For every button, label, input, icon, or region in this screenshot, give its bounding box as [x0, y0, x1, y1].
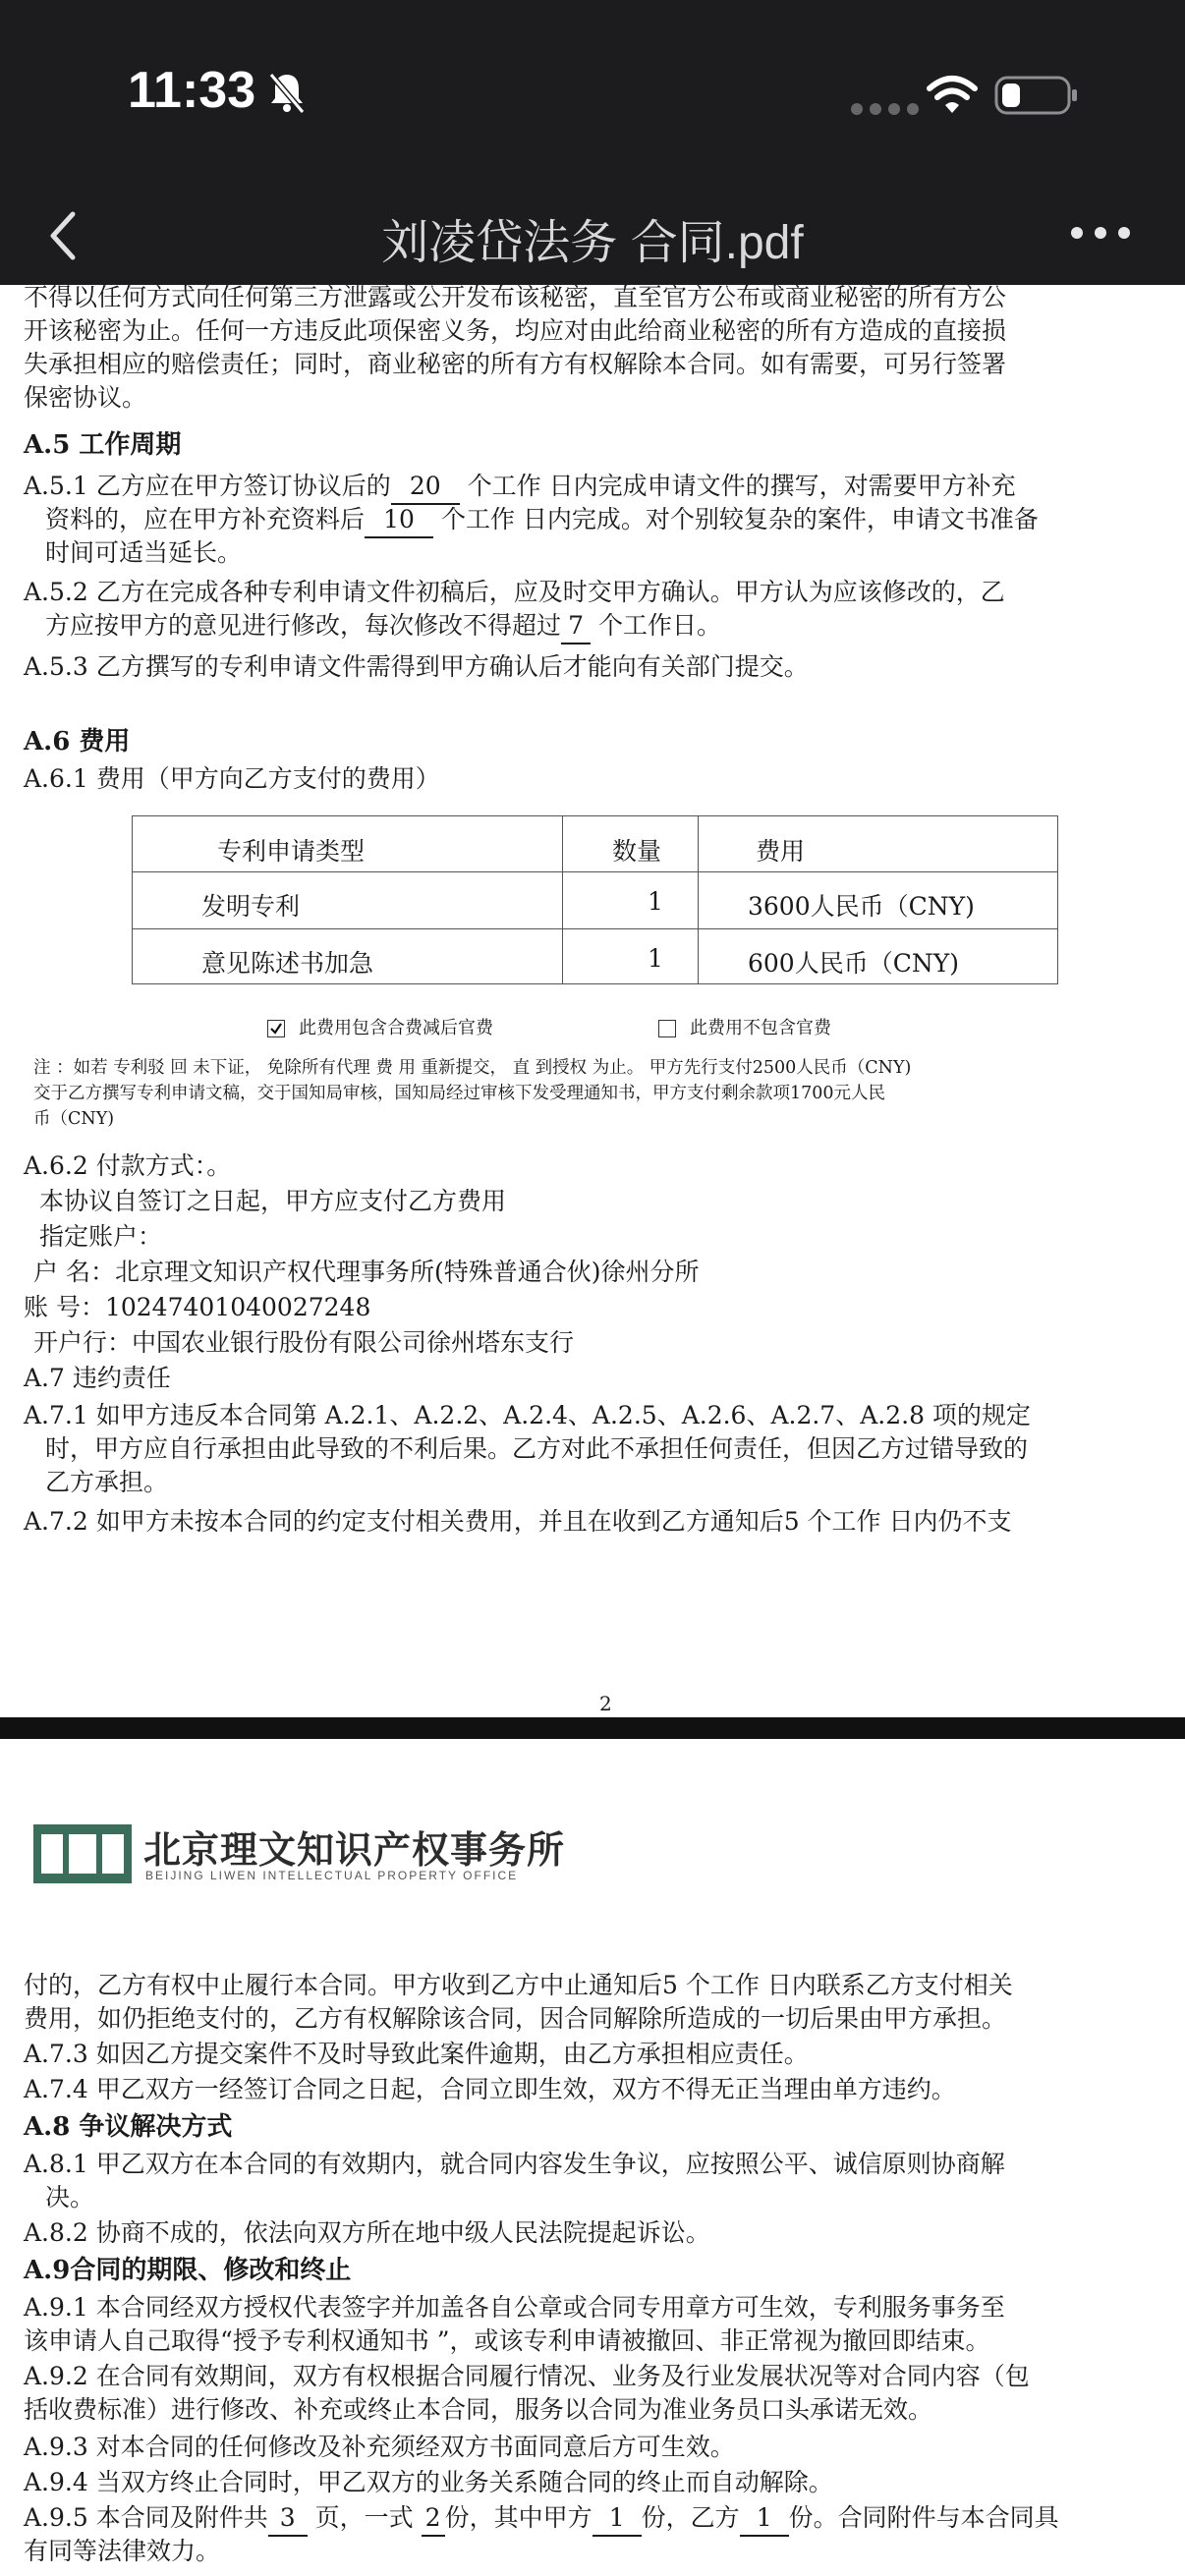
clause-a82: A.8.2 协商不成的，依法向双方所在地中级人民法院提起诉讼。 — [24, 2218, 710, 2247]
unchecked-checkbox-icon — [658, 1020, 676, 1037]
fee-excluded-option: 此费用不包含官费 — [658, 1012, 831, 1045]
clause-a53: A.5.3 乙方撰写的专利申请文件需得到甲方确认后才能向有关部门提交。 — [24, 652, 809, 681]
section-heading: A.5 工作周期 — [24, 430, 182, 460]
section-heading: A.8 争议解决方式 — [24, 2112, 233, 2142]
account-number: 账 号：10247401040027248 — [24, 1293, 371, 1321]
table-header: 费用 — [756, 837, 806, 866]
text-line: 有同等法律效力。 — [24, 2537, 221, 2565]
text-line: 乙方承担。 — [45, 1468, 169, 1496]
firm-logo-name: 北京理文知识产权事务所 — [143, 1827, 566, 1872]
clause-a91: A.9.1 本合同经双方授权代表签字并加盖各自公章或合同专用章方可生效，专利服务事务至 — [24, 2293, 1005, 2322]
clause-a71: A.7.1 如甲方违反本合同第 A.2.1、A.2.2、A.2.4、A.2.5、A.2.6、A.2.7、A.2.8 项的规定 — [24, 1401, 1031, 1429]
table-header: 专利申请类型 — [217, 837, 366, 866]
clause-a51: A.5.1 乙方应在甲方签订协议后的 20 个工作 日内完成申请文件的撰写，对需要甲方补充 — [24, 470, 1016, 505]
clause-a62: A.6.2 付款方式：。 — [24, 1151, 232, 1180]
table-cell: 意见陈述书加急 — [201, 949, 374, 978]
section-heading: A.7 违约责任 — [24, 1364, 171, 1392]
text-line: 失承担相应的赔偿责任；同时，商业秘密的所有方有权解除本合同。如有需要，可另行签署 — [24, 350, 1007, 378]
document-title: 刘凌岱法务 合同.pdf — [381, 217, 804, 269]
blank-value: 3 — [268, 2501, 308, 2537]
clause-a74: A.7.4 甲乙双方一经签订合同之日起，合同立即生效，双方不得无正当理由单方违约。 — [24, 2075, 956, 2103]
clause-a52: A.5.2 乙方在完成各种专利申请文件初稿后，应及时交甲方确认。甲方认为应该修改的，乙 — [24, 578, 1005, 606]
clause-a72: A.7.2 如甲方未按本合同的约定支付相关费用，并且在收到乙方通知后5 个工作 日内仍不支 — [24, 1507, 1012, 1536]
blank-value: 2 — [422, 2501, 445, 2537]
clause-a92: A.9.2 在合同有效期间，双方有权根据合同履行情况、业务及行业发展状况等对合同内容（包 — [24, 2362, 1030, 2390]
text-line: 指定账户： — [39, 1222, 163, 1251]
text-line: 时间可适当延长。 — [45, 538, 243, 567]
blank-value: 7 — [561, 609, 591, 644]
more-options-icon[interactable] — [1071, 226, 1142, 244]
status-bar — [0, 0, 1185, 187]
section-heading: A.6 费用 — [24, 727, 131, 756]
table-cell: 1 — [648, 887, 663, 916]
table-cell: 600人民币（CNY) — [748, 949, 959, 978]
blank-value: 10 — [365, 503, 433, 538]
clause-a73: A.7.3 如因乙方提交案件不及时导致此案件逾期，由乙方承担相应责任。 — [24, 2040, 809, 2068]
page-separator — [0, 1717, 1185, 1739]
fee-included-option: 此费用包含合费减后官费 — [267, 1012, 493, 1045]
bell-muted-icon — [267, 71, 307, 114]
clause-a61: A.6.1 费用（甲方向乙方支付的费用） — [24, 764, 440, 793]
firm-logo-english: BEIJING LIWEN INTELLECTUAL PROPERTY OFFICE — [145, 1869, 519, 1882]
table-cell: 发明专利 — [201, 892, 301, 921]
text-line: 本协议自签订之日起，甲方应支付乙方费用 — [39, 1187, 507, 1215]
clause-a94: A.9.4 当双方终止合同时，甲乙双方的业务关系随合同的终止而自动解除。 — [24, 2468, 833, 2496]
text-line: 开该秘密为止。任何一方违反此项保密义务，均应对由此给商业秘密的所有方造成的直接损 — [24, 316, 1007, 345]
clause-a52-line2: 方应按甲方的意见进行修改，每次修改不得超过 7 个工作日。 — [45, 609, 721, 644]
account-name: 户 名：北京理文知识产权代理事务所(特殊普通合伙)徐州分所 — [33, 1258, 700, 1286]
note-line: 币（CNY) — [33, 1109, 115, 1129]
pdf-viewer[interactable] — [0, 285, 1185, 2576]
wifi-icon — [926, 73, 979, 116]
bank-name: 开户行：中国农业银行股份有限公司徐州塔东支行 — [33, 1328, 575, 1357]
firm-logo-icon — [33, 1824, 132, 1883]
text-line: 决。 — [45, 2183, 95, 2212]
clause-a51-line2: 资料的，应在甲方补充资料后 10 个工作 日内完成。对个别较复杂的案件，申请文书准备 — [45, 503, 1039, 538]
text-line: 括收费标准）进行修改、补充或终止本合同，服务以合同为准业务员口头承诺无效。 — [24, 2395, 933, 2424]
blank-value: 20 — [391, 470, 460, 505]
note-line: 交于乙方撰写专利申请文稿，交于国知局审核，国知局经过审核下发受理通知书，甲方支付剩余款项1700元人民 — [33, 1084, 886, 1103]
nav-bar — [0, 187, 1185, 285]
text-line: 时，甲方应自行承担由此导致的不利后果。乙方对此不承担任何责任，但因乙方过错导致的 — [45, 1434, 1029, 1463]
section-heading: A.9合同的期限、修改和终止 — [24, 2256, 352, 2285]
clause-a95: A.9.5 本合同及附件共 3 页，一式 2 份，其中甲方 1 份，乙方 1 份。合同附件与本合同具 — [24, 2501, 1059, 2537]
blank-value: 1 — [740, 2501, 789, 2537]
text-line: 保密协议。 — [24, 383, 147, 412]
text-line: 不得以任何方式向任何第三方泄露或公开发布该秘密，直至官方公布或商业秘密的所有方公 — [24, 285, 1007, 311]
clause-a81: A.8.1 甲乙双方在本合同的有效期内，就合同内容发生争议，应按照公平、诚信原则协商解 — [24, 2150, 1005, 2178]
battery-icon — [994, 75, 1079, 116]
blank-value: 1 — [592, 2501, 642, 2537]
table-header: 数量 — [612, 837, 662, 866]
table-cell: 3600人民币（CNY) — [748, 892, 975, 921]
table-cell: 1 — [648, 944, 663, 973]
page-number: 2 — [599, 1692, 612, 1715]
fee-table — [132, 815, 1058, 984]
status-time: 11:33 — [128, 62, 256, 119]
text-line: 付的，乙方有权中止履行本合同。甲方收到乙方中止通知后5 个工作 日内联系乙方支付相关 — [24, 1971, 1013, 1999]
clause-a93: A.9.3 对本合同的任何修改及补充须经双方书面同意后方可生效。 — [24, 2433, 735, 2461]
checked-checkbox-icon — [267, 1020, 285, 1037]
cellular-signal-icon — [851, 102, 926, 120]
text-line: 该申请人自己取得“授予专利权通知书 ”，或该专利申请被撤回、非正常视为撤回即结束。 — [24, 2326, 990, 2355]
note-line: 注 ：如若 专利驳 回 未下证， 免除所有代理 费 用 重新提交， 直 到授权 为止。 甲方先行支付2500人民币（CNY) — [33, 1058, 912, 1078]
text-line: 费用，如仍拒绝支付的，乙方有权解除该合同，因合同解除所造成的一切后果由甲方承担。 — [24, 2004, 1007, 2033]
